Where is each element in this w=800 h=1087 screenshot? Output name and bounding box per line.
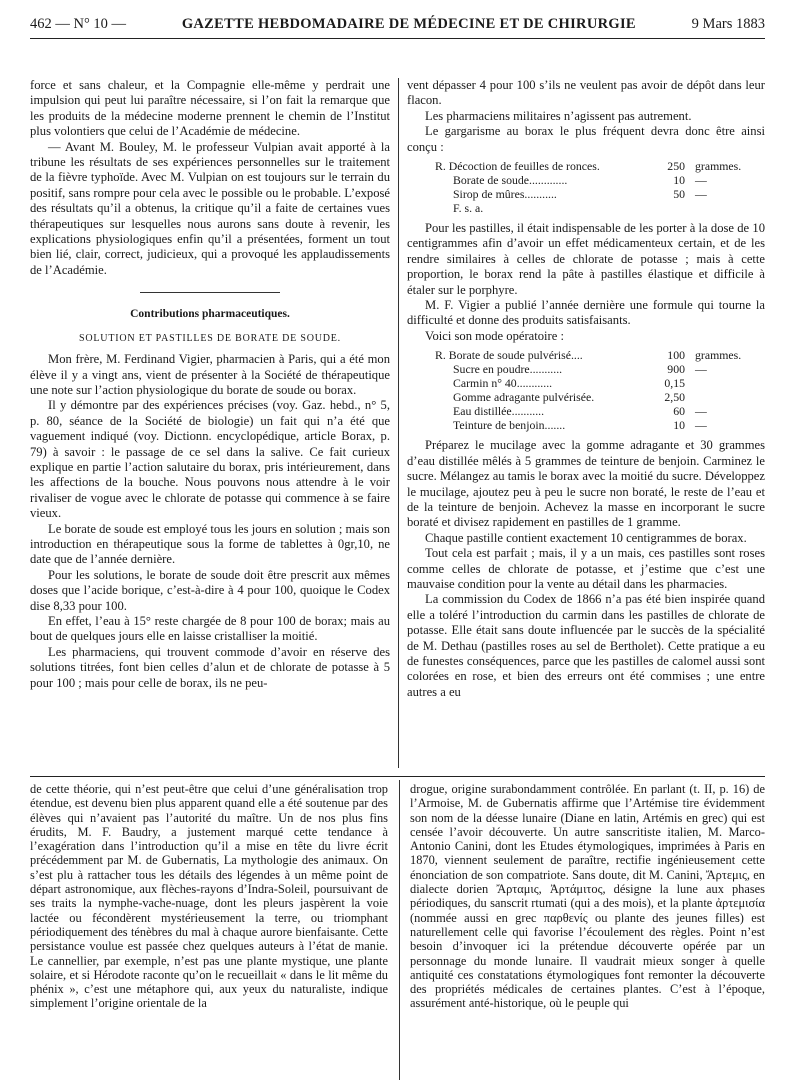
paragraph: Tout cela est parfait ; mais, il y a un mais, ces pastilles sont roses comme celles de chlorate de potasse, et j’estime que c’est une mauvaise condition pour la vente au détail dans les pharmacies.	[407, 546, 765, 591]
recipe-row: R. Borate de soude pulvérisé.... 100 grammes.	[435, 348, 742, 363]
paragraph: Pour les solutions, le borate de soude doit être prescrit aux mêmes doses que l’acide borique, c’est-à-dire à 4 pour 100, quoique le Codex dise 8,33 pour 100.	[30, 567, 390, 613]
recipe-gargarisme	[435, 159, 765, 215]
paragraph: Préparez le mucilage avec la gomme adragante et 30 grammes d’eau distillée mêlés à 5 grammes de teinture de benjoin. Carminez le sucre. Mélangez au tamis le borax avec la moitié du sucre. Développez le mucilage, ajoutez peu à peu le sucre non boraté, le reste de l’eau et de la teinture de benjoin. Achevez la masse en incorporant le sucre boraté et divisez rapidement en pastilles de 1 gramme.	[407, 438, 765, 530]
feuilleton-divider	[30, 776, 765, 777]
left-column	[30, 78, 390, 691]
paragraph: Pour les pastilles, il était indispensable de les porter à la dose de 10 centigrammes afin d’avoir un effet médicamenteux certain, et de les rendre similaires à celles de chlorate de potasse ; mais à cette proportion, le borax rend la pâte à pastilles élastique et difficile à étaler sur le porphyre.	[407, 221, 765, 297]
column-divider	[399, 780, 400, 1080]
section-subtitle: SOLUTION ET PASTILLES DE BORATE DE SOUDE.	[79, 332, 341, 344]
feuilleton-left-column	[30, 782, 388, 1011]
recipe-pastilles	[435, 348, 765, 432]
paragraph: Voici son mode opératoire :	[425, 328, 564, 343]
recipe-row: Sucre en poudre........... 900 —	[453, 362, 707, 377]
paragraph: Il y démontre par des expériences précises (voy. Gaz. hebd., n° 5, p. 80, séance de la Société de biologie) un fait qui n’a été que vaguement indiqué (voy. Dictionn. encyclopédique, article Borax, p. 79) à savoir : le passage de ce sel dans la salive. Ce fait curieux explique en partie l’action salutaire du borax, pris intérieurement, dans les affections de la bouche. Nous pouvons nous attendre à le voir rivaliser de vogue avec le chlorate de potasse qui commence à se faire vieux.	[30, 398, 390, 521]
paragraph: Le borate de soude est employé tous les jours en solution ; mais son introduction en thérapeutique sous la forme de tablettes à 0gr,10, ne date que de l’année dernière.	[30, 521, 390, 567]
journal-title: GAZETTE HEBDOMADAIRE DE MÉDECINE ET DE CHIRURGIE	[181, 16, 636, 32]
paragraph: force et sans chaleur, et la Compagnie elle-même y perdrait une impulsion qui peut lui paraître nécessaire, si l’on fait la remarque que les produits de la médecine moderne prennent le chemin de l’Institut plus volontiers que celui de l’Académie de médecine.	[30, 78, 390, 139]
column-divider	[398, 78, 399, 768]
issue-date: 9 Mars 1883	[691, 16, 765, 32]
paragraph: — Avant M. Bouley, M. le professeur Vulpian avait apporté à la tribune les résultats de ses expériences personnelles sur le traitement de la fièvre typhoïde. Avec M. Vulpian on est toujours sur le terrain du positif, sans rompre pour cela avec le possible ou le probable. L’exposé des résultats qu’il a obtenus, la critique qu’il a faite de certaines vues thérapeutiques sur lesquelles nous aurons sans doute à revenir, les explications physiologiques enfin qu’il a présentées, forment un tout bien lié, clair, correct, judicieux, qui a provoqué les applaudissements de l’Académie.	[30, 139, 390, 277]
recipe-row: Carmin n° 40............ 0,15	[453, 376, 685, 391]
recipe-row: Borate de soude............. 10 —	[453, 173, 707, 188]
recipe-row: Gomme adragante pulvérisée. 2,50	[453, 390, 685, 405]
recipe-row: Sirop de mûres........... 50 —	[453, 187, 707, 202]
paragraph: vent dépasser 4 pour 100 s’ils ne veulent pas avoir de dépôt dans leur flacon.	[407, 78, 765, 108]
paragraph: Les pharmaciens militaires n’agissent pas autrement.	[425, 108, 692, 123]
section-divider	[140, 292, 280, 293]
paragraph: Mon frère, M. Ferdinand Vigier, pharmacien à Paris, qui a été mon élève il y a vingt ans, vient de présenter à la Société de thérapeutique une note sur l’action physiologique du borate de soude ou borax.	[30, 352, 390, 397]
feuilleton-right-column	[410, 782, 765, 1011]
paragraph: de cette théorie, qui n’est peut-être que celui d’une généralisation trop étendue, est devenu bien plus apparent quand elle a été soutenue par des élèves qui n’avaient pas l’autorité du maître. Un de nos plus fins érudits, M. F. Baudry, a justement marqué cette tendance à l’exagération dans l’introduction qu’il a mise en tête du livre écrit précédemment par M. de Gubernatis, La mythologie des animaux. On s’est plu à rattacher tous les détails des légendes à un même point de départ astronomique, aux flèches-rayons d’Indra-Soleil, poursuivant de ses traits la nymphe-vache-nuage, dont les pleurs jaspèrent la voie lactée ou fécondèrent mystérieusement la terre, ou triomphant périodiquement des ténèbres du mal à chaque aurore bienfaisante. Cette persistance voulue est passée chez quelques auteurs à l’état de manie. Le cannellier, par exemple, n’est pas une plante mystique, une plante solaire, et si Hérodote raconte qu’on le recueillait « dans le lit même du phénix », c’est une métaphore qui, aux yeux du naturaliste, indique simplement l’origine orientale de la	[30, 782, 388, 1011]
recipe-row: Teinture de benjoin....... 10 —	[453, 418, 707, 433]
recipe-row: R. Décoction de feuilles de ronces. 250 grammes.	[435, 159, 742, 174]
page-number: 462 — N° 10 —	[30, 16, 127, 32]
paragraph: Chaque pastille contient exactement 10 centigrammes de borax.	[425, 530, 747, 545]
page-header	[30, 16, 765, 39]
paragraph: La commission du Codex de 1866 n’a pas été bien inspirée quand elle a toléré l’introduction du carmin dans les pastilles de chlorate de potasse. Elle était sans doute influencée par le succès de la spécialité de M. Dethau (pastilles roses au sel de Bertholet). Cette pratique a eu de funestes conséquences, parce que les pastilles de calomel aussi sont colorées en rose, et bien des erreurs ont été commises ; une entre autres a eu	[407, 592, 765, 699]
paragraph: drogue, origine surabondamment contrôlée. En parlant (t. II, p. 16) de l’Armoise, M. de Gubernatis affirme que l’Artémise tire évidemment son nom de la déesse lunaire (Diane en latin, Artémis en grec) qui est censée l’avoir découverte. Un autre sanscritiste italien, M. Marco-Antonio Canini, dont les Etudes étymologiques, imprimées à Paris en 1870, viennent seulement de paraître, rectifie ingénieusement cette énonciation de son compatriote. Sans doute, dit M. Canini, Ἄρτεμις, en dialecte dorien Ἄρταμις, Ἀρτάμιτος, désigne la lune aux phases périodiques, du sanscrit rtumati (qui a des mois), et la plante ἀρτεμισία (nommée aussi en grec παρθενίς ou plante des jeunes filles) est naturellement celle qui favorise l’écoulement des règles. Point n’est besoin d’invoquer ici la prétendue découverte opérée par un personnage du monde lunaire. Il vaudrait mieux songer à quelle antiquité ces constatations étymologiques font remonter la découverte des propriétés médicales de certaines plantes. C’est à l’époque, assurément anté-historique, où le peuple qui	[410, 782, 765, 1011]
paragraph: Les pharmaciens, qui trouvent commode d’avoir en réserve des solutions titrées, font bien celles d’alun et de chlorate de potasse à 5 pour 100 ; mais pour celle de borax, ils ne peu-	[30, 644, 390, 690]
paragraph: Le gargarisme au borax le plus fréquent devra donc être ainsi conçu :	[407, 124, 765, 154]
recipe-end: F. s. a.	[453, 201, 484, 216]
paragraph: En effet, l’eau à 15° reste chargée de 8 pour 100 de borax; mais au bout de quelques jours elle en laisse cristalliser la moitié.	[30, 614, 390, 644]
paragraph: M. F. Vigier a publié l’année dernière une formule qui tourne la difficulté et donne des produits satisfaisants.	[407, 298, 765, 328]
recipe-row: Eau distillée........... 60 —	[453, 404, 707, 419]
right-column	[407, 78, 765, 700]
section-title: Contributions pharmaceutiques.	[130, 308, 290, 321]
